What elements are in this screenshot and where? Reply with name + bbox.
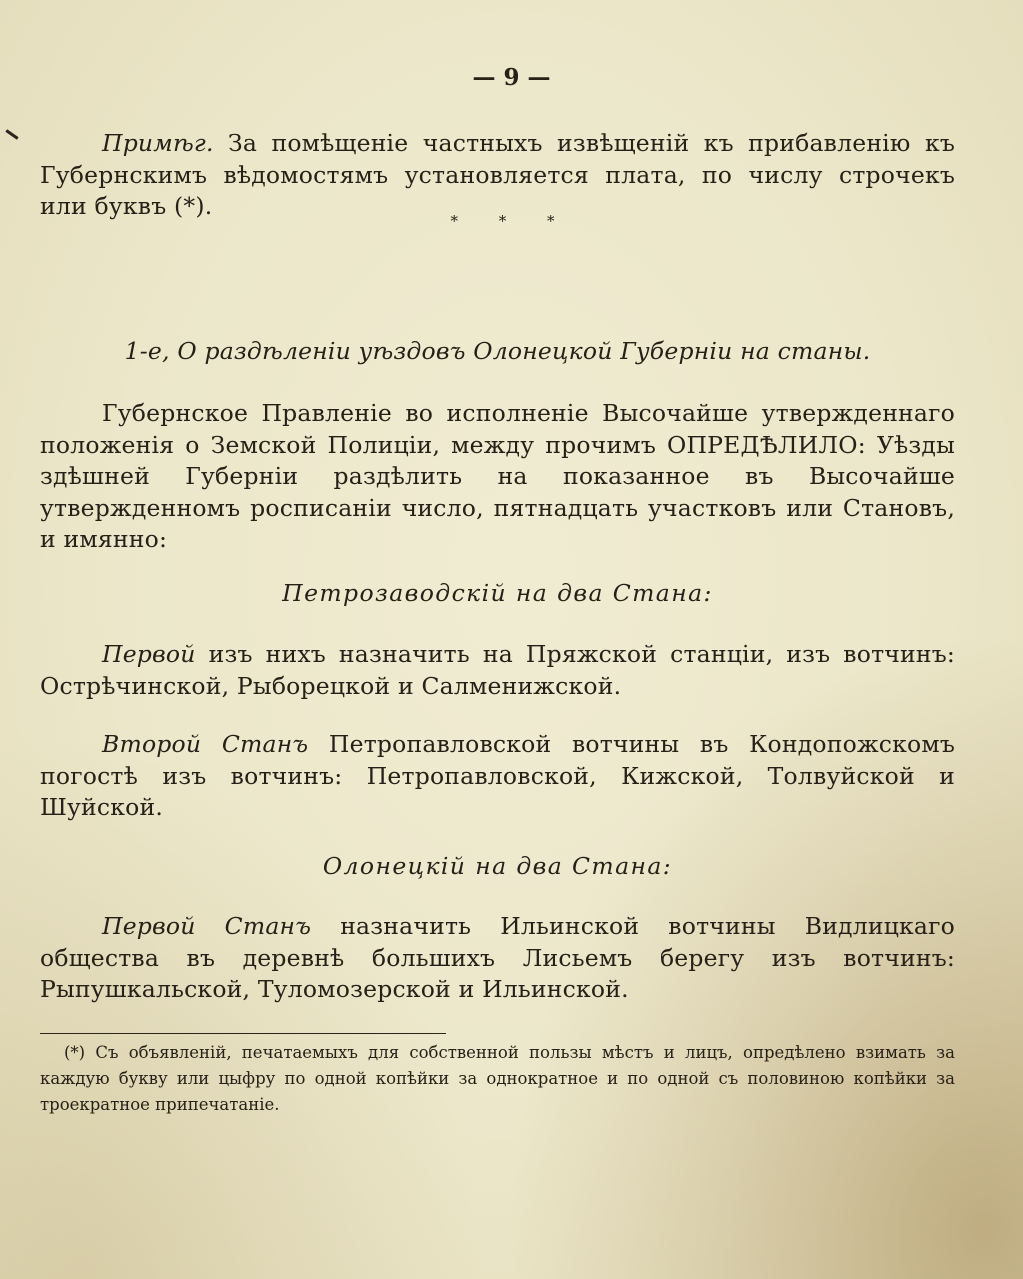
note-paragraph	[40, 128, 955, 223]
stan-paragraph-3	[40, 911, 955, 1006]
intro-paragraph: Губернское Правленіе во исполненіе Высочайше утвержденнаго положенія о Земской Полиціи, между прочимъ ОПРЕДѢЛИЛО: Уѣзды здѣшней Губерніи раздѣлить на показанное въ Высочайше утвержденномъ росписаніи число, пятнадцать участковъ или Становъ, и имянно:	[40, 399, 955, 553]
page-number: — 9 —	[472, 64, 551, 91]
district-heading-petrozavodsk: Петрозаводскій на два Стана:	[282, 579, 713, 607]
section-title: 1-е, О раздѣленіи уѣздовъ Олонецкой Губерніи на станы.	[124, 337, 871, 365]
district-heading-olonets: Олонецкій на два Стана:	[322, 852, 673, 880]
stan-label: Второй Станъ	[102, 730, 309, 758]
stan-label: Первой	[102, 640, 196, 668]
stan-paragraph-2	[40, 729, 955, 824]
footnote: (*) Съ объявленій, печатаемыхъ для собственной пользы мѣстъ и лицъ, опредѣлено взимать за каждую букву или цыфру по одной копѣйки за однократное и по одной съ половиною копѣйки за троекратное припечатаніе.	[40, 1043, 955, 1114]
ink-mark	[5, 129, 18, 139]
footnote-divider	[40, 1033, 446, 1034]
note-label: Примѣг.	[102, 129, 214, 157]
note-text: За помѣщеніе частныхъ извѣщеній къ прибавленію къ Губернскимъ вѣдомостямъ установляется плата, по числу строчекъ или буквъ (*).	[40, 129, 955, 220]
stan-label: Первой Станъ	[102, 912, 312, 940]
stan-text: Петропавловской вотчины въ Кондопожскомъ погостѣ изъ вотчинъ: Петропавловской, Кижской, Толвуйской и Шуйской.	[40, 730, 955, 821]
stan-text: назначить Ильинской вотчины Видлицкаго общества въ деревнѣ большихъ Лисьемъ берегу изъ вотчинъ: Рыпушкальской, Туломозерской и Ильинской.	[40, 912, 955, 1003]
stan-paragraph-1	[40, 639, 955, 702]
stan-text: изъ нихъ назначить на Пряжской станціи, изъ вотчинъ: Острѣчинской, Рыборецкой и Салменижской.	[40, 640, 956, 700]
section-separator-stars: * * *	[450, 212, 573, 230]
